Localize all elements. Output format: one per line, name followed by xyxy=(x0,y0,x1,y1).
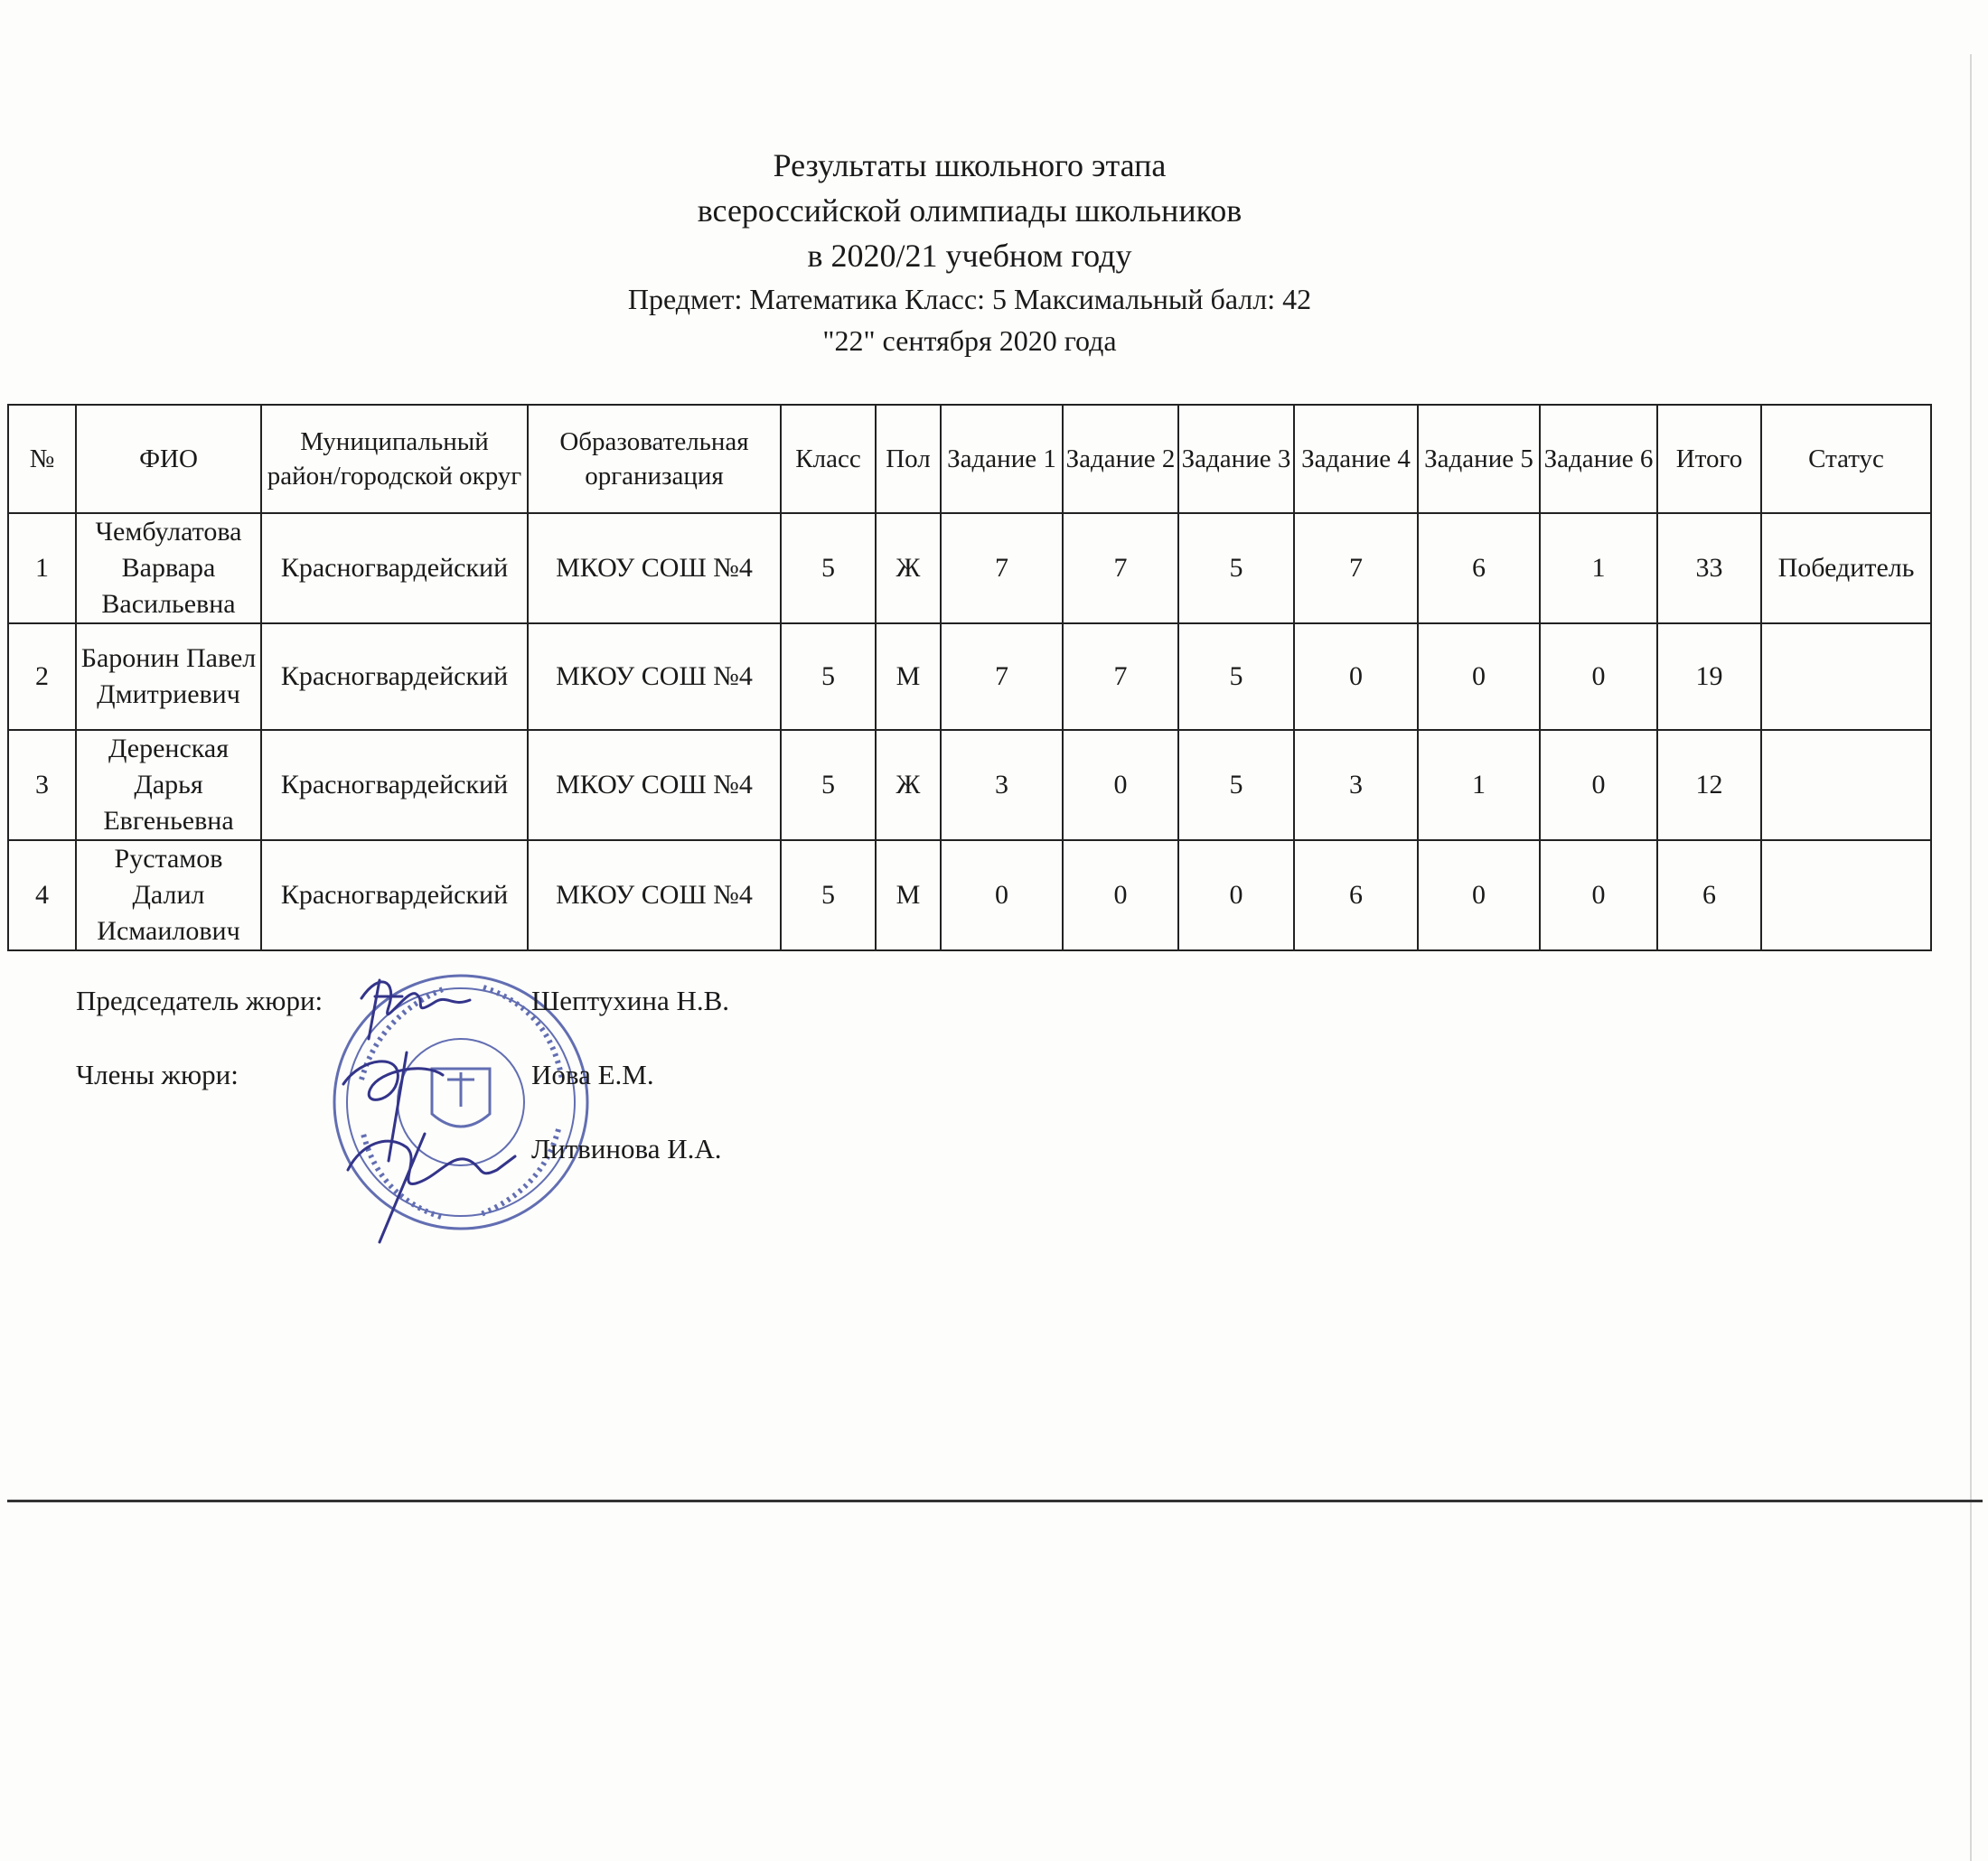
cell-district: Красногвардейский xyxy=(261,513,528,623)
cell-grade: 5 xyxy=(781,730,876,840)
document-header xyxy=(0,143,1939,361)
jury-members-label: Члены жюри: xyxy=(76,1059,239,1090)
cell-status xyxy=(1761,730,1931,840)
cell-task-2: 7 xyxy=(1063,623,1178,730)
cell-task-2: 7 xyxy=(1063,513,1178,623)
cell-task-3: 5 xyxy=(1178,730,1294,840)
cell-sex: Ж xyxy=(876,730,941,840)
col-header-task-3: Задание 3 xyxy=(1178,405,1294,513)
cell-task-2: 0 xyxy=(1063,840,1178,950)
cell-status: Победитель xyxy=(1761,513,1931,623)
results-table xyxy=(7,404,1932,951)
cell-status xyxy=(1761,623,1931,730)
cell-name: Деренская Дарья Евгеньевна xyxy=(76,730,261,840)
cell-organization: МКОУ СОШ №4 xyxy=(528,840,781,950)
cell-task-3: 5 xyxy=(1178,623,1294,730)
cell-number: 4 xyxy=(8,840,76,950)
cell-name: Рустамов Далил Исмаилович xyxy=(76,840,261,950)
col-header-task-6: Задание 6 xyxy=(1540,405,1657,513)
cell-grade: 5 xyxy=(781,623,876,730)
cell-task-5: 6 xyxy=(1418,513,1540,623)
table-header-row xyxy=(8,405,1931,513)
col-header-task-2: Задание 2 xyxy=(1063,405,1178,513)
cell-total: 12 xyxy=(1657,730,1761,840)
cell-number: 3 xyxy=(8,730,76,840)
cell-task-6: 1 xyxy=(1540,513,1657,623)
cell-task-6: 0 xyxy=(1540,730,1657,840)
cell-number: 1 xyxy=(8,513,76,623)
title-line-1: Результаты школьного этапа xyxy=(773,147,1167,183)
title-line-3: в 2020/21 учебном году xyxy=(807,238,1132,274)
cell-grade: 5 xyxy=(781,840,876,950)
jury-chair-label: Председатель жюри: xyxy=(76,985,324,1016)
cell-name: Чембулатова Варвара Васильевна xyxy=(76,513,261,623)
cell-total: 6 xyxy=(1657,840,1761,950)
table-row xyxy=(8,840,1931,950)
cell-task-4: 3 xyxy=(1294,730,1418,840)
cell-total: 33 xyxy=(1657,513,1761,623)
cell-name: Баронин Павел Дмитриевич xyxy=(76,623,261,730)
cell-district: Красногвардейский xyxy=(261,730,528,840)
col-header-task-1: Задание 1 xyxy=(941,405,1063,513)
col-header-name: ФИО xyxy=(76,405,261,513)
table-row xyxy=(8,730,1931,840)
cell-task-5: 0 xyxy=(1418,840,1540,950)
col-header-status: Статус xyxy=(1761,405,1931,513)
jury-chair-name: Шептухина Н.В. xyxy=(531,985,730,1016)
cell-total: 19 xyxy=(1657,623,1761,730)
col-header-task-5: Задание 5 xyxy=(1418,405,1540,513)
bottom-rule xyxy=(7,1500,1983,1502)
cell-task-2: 0 xyxy=(1063,730,1178,840)
cell-task-4: 6 xyxy=(1294,840,1418,950)
table-row xyxy=(8,513,1931,623)
cell-task-4: 0 xyxy=(1294,623,1418,730)
cell-task-1: 3 xyxy=(941,730,1063,840)
cell-task-4: 7 xyxy=(1294,513,1418,623)
date-line: "22" сентября 2020 года xyxy=(822,324,1117,357)
cell-task-5: 0 xyxy=(1418,623,1540,730)
subject-line: Предмет: Математика Класс: 5 Максимальный балл: 42 xyxy=(627,283,1312,315)
col-header-district: Муниципальный район/городской округ xyxy=(261,405,528,513)
col-header-task-4: Задание 4 xyxy=(1294,405,1418,513)
cell-task-1: 7 xyxy=(941,623,1063,730)
cell-sex: М xyxy=(876,840,941,950)
cell-district: Красногвардейский xyxy=(261,840,528,950)
cell-organization: МКОУ СОШ №4 xyxy=(528,730,781,840)
cell-grade: 5 xyxy=(781,513,876,623)
cell-task-1: 7 xyxy=(941,513,1063,623)
cell-task-6: 0 xyxy=(1540,840,1657,950)
col-header-total: Итого xyxy=(1657,405,1761,513)
cell-task-5: 1 xyxy=(1418,730,1540,840)
cell-sex: Ж xyxy=(876,513,941,623)
cell-task-6: 0 xyxy=(1540,623,1657,730)
table-row xyxy=(8,623,1931,730)
col-header-grade: Класс xyxy=(781,405,876,513)
cell-status xyxy=(1761,840,1931,950)
col-header-organization: Образовательная организация xyxy=(528,405,781,513)
cell-number: 2 xyxy=(8,623,76,730)
cell-organization: МКОУ СОШ №4 xyxy=(528,513,781,623)
jury-member-2: Литвинова И.А. xyxy=(531,1133,722,1164)
col-header-number: № xyxy=(8,405,76,513)
col-header-sex: Пол xyxy=(876,405,941,513)
title-line-2: всероссийской олимпиады школьников xyxy=(697,192,1242,229)
cell-sex: М xyxy=(876,623,941,730)
cell-task-1: 0 xyxy=(941,840,1063,950)
cell-organization: МКОУ СОШ №4 xyxy=(528,623,781,730)
cell-task-3: 0 xyxy=(1178,840,1294,950)
cell-task-3: 5 xyxy=(1178,513,1294,623)
scan-edge-line xyxy=(1970,54,1972,1861)
cell-district: Красногвардейский xyxy=(261,623,528,730)
jury-member-1: Иова Е.М. xyxy=(531,1059,654,1090)
